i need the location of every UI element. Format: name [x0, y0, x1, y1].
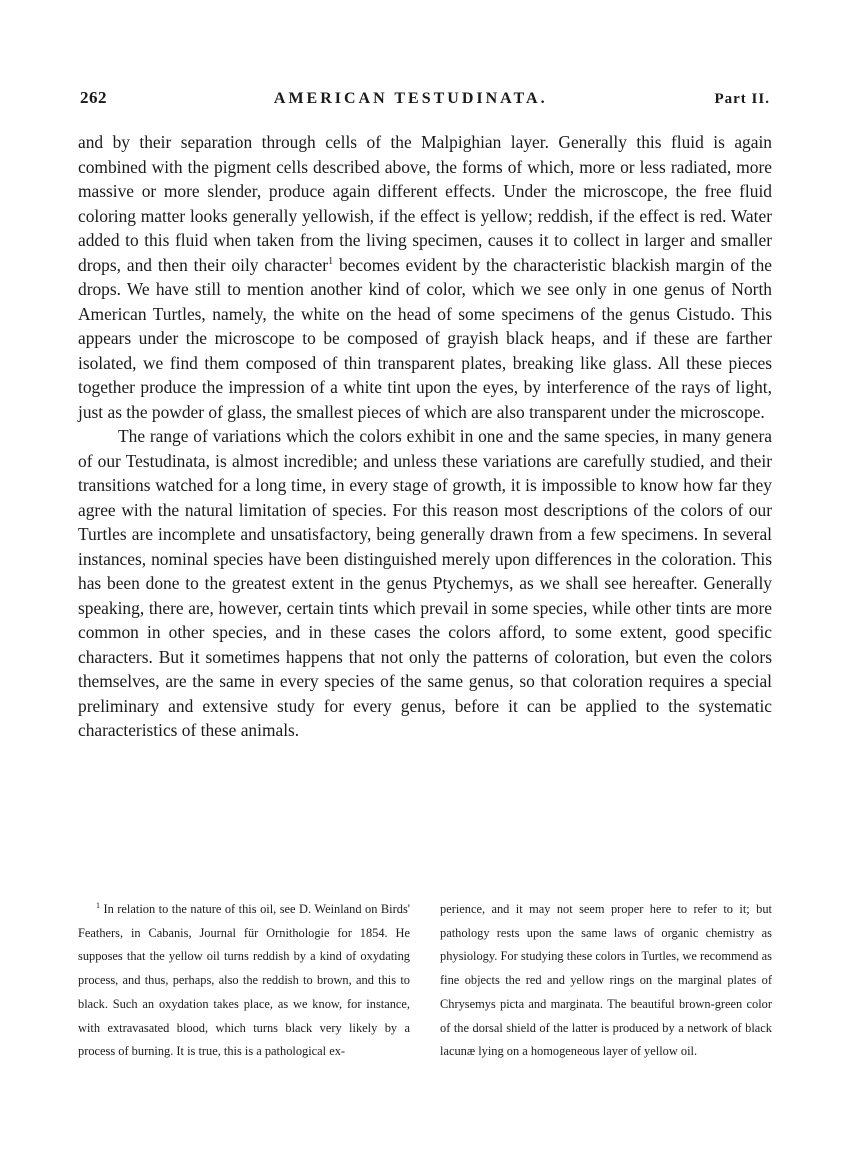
paragraph-2: The range of variations which the colors exhibit in one and the same species, in many genera of our Testudinata, is almost incredible; and unless these variations are carefully studied, and their transitions watched for a long time, in every stage of growth, it is impossible to know how far they agree with the natural limitation of species. For this reason most descriptions of the colors of our Turtles are incomplete and unsatisfactory, being generally drawn from a few specimens. In several instances, nominal species have been distinguished merely upon differences in the coloration. This has been done to the greatest extent in the genus Ptychemys, as we shall see hereafter. Generally speaking, there are, however, certain tints which prevail in some species, while other tints are more common in other species, and in these cases the colors afford, to some extent, good specific characters. But it sometimes happens that not only the patterns of coloration, but even the colors themselves, are the same in every species of the same genus, so that coloration requires a special preliminary and extensive study for every genus, before it can be applied to the systematic characteristics of these animals. — [78, 426, 772, 740]
footnote-left-body: In relation to the nature of this oil, see D. Weinland on Birds' Feathers, in Cabanis, Journal für Ornithologie for 1854. He supposes that the yellow oil turns reddish by a kind of oxydating process, and thus, perhaps, also the reddish to brown, and this to black. Such an oxydation takes place, as we know, for instance, with extravasated blood, which turns black very likely by a process of burning. It is true, this is a pathological ex- — [78, 902, 410, 1059]
running-header — [80, 88, 770, 108]
footnote-column-right — [440, 898, 772, 1064]
footnote-marker: 1 — [96, 900, 100, 910]
paragraph-1 — [78, 130, 772, 424]
main-text — [78, 130, 772, 743]
footnote-right-text: perience, and it may not seem proper here to refer to it; but pathology rests upon the same laws of organic chemistry as physiology. For studying these colors in Turtles, we recommend as fine objects the red and yellow rings on the marginal plates of Chrysemys picta and marginata. The beautiful brown-green color of the dorsal shield of the latter is produced by a network of black lacunæ lying on a homogeneous layer of yellow oil. — [440, 902, 772, 1059]
paragraph-1-part-a: and by their separation through cells of the Malpighian layer. Generally this fluid is again combined with the pigment cells described above, the forms of which, more or less radiated, more massive or more slender, produce again different effects. Under the microscope, the free fluid coloring matter looks generally yellowish, if the effect is yellow; reddish, if the effect is red. Water added to this fluid when taken from the living specimen, causes it to collect in larger and smaller drops, and then their oily character — [78, 132, 772, 275]
part-label: Part II. — [714, 91, 770, 107]
footnote-reference: 1 — [328, 255, 334, 267]
footnote-left-text — [78, 898, 410, 1064]
running-title: AMERICAN TESTUDINATA. — [273, 90, 548, 107]
footnotes — [78, 898, 772, 1064]
footnote-column-left — [78, 898, 410, 1064]
paragraph-1-part-b: becomes evident by the characteristic blackish margin of the drops. We have still to mention another kind of color, which we see only in one genus of North American Turtles, namely, the white on the head of some specimens of the genus Cistudo. This appears under the microscope to be composed of grayish black heaps, and if these are farther isolated, we find them composed of thin transparent plates, breaking like glass. All these pieces together produce the impression of a white tint upon the eyes, by interference of the rays of light, just as the powder of glass, the smallest pieces of which are also transparent under the microscope. — [78, 254, 772, 422]
page-number: 262 — [80, 88, 107, 107]
